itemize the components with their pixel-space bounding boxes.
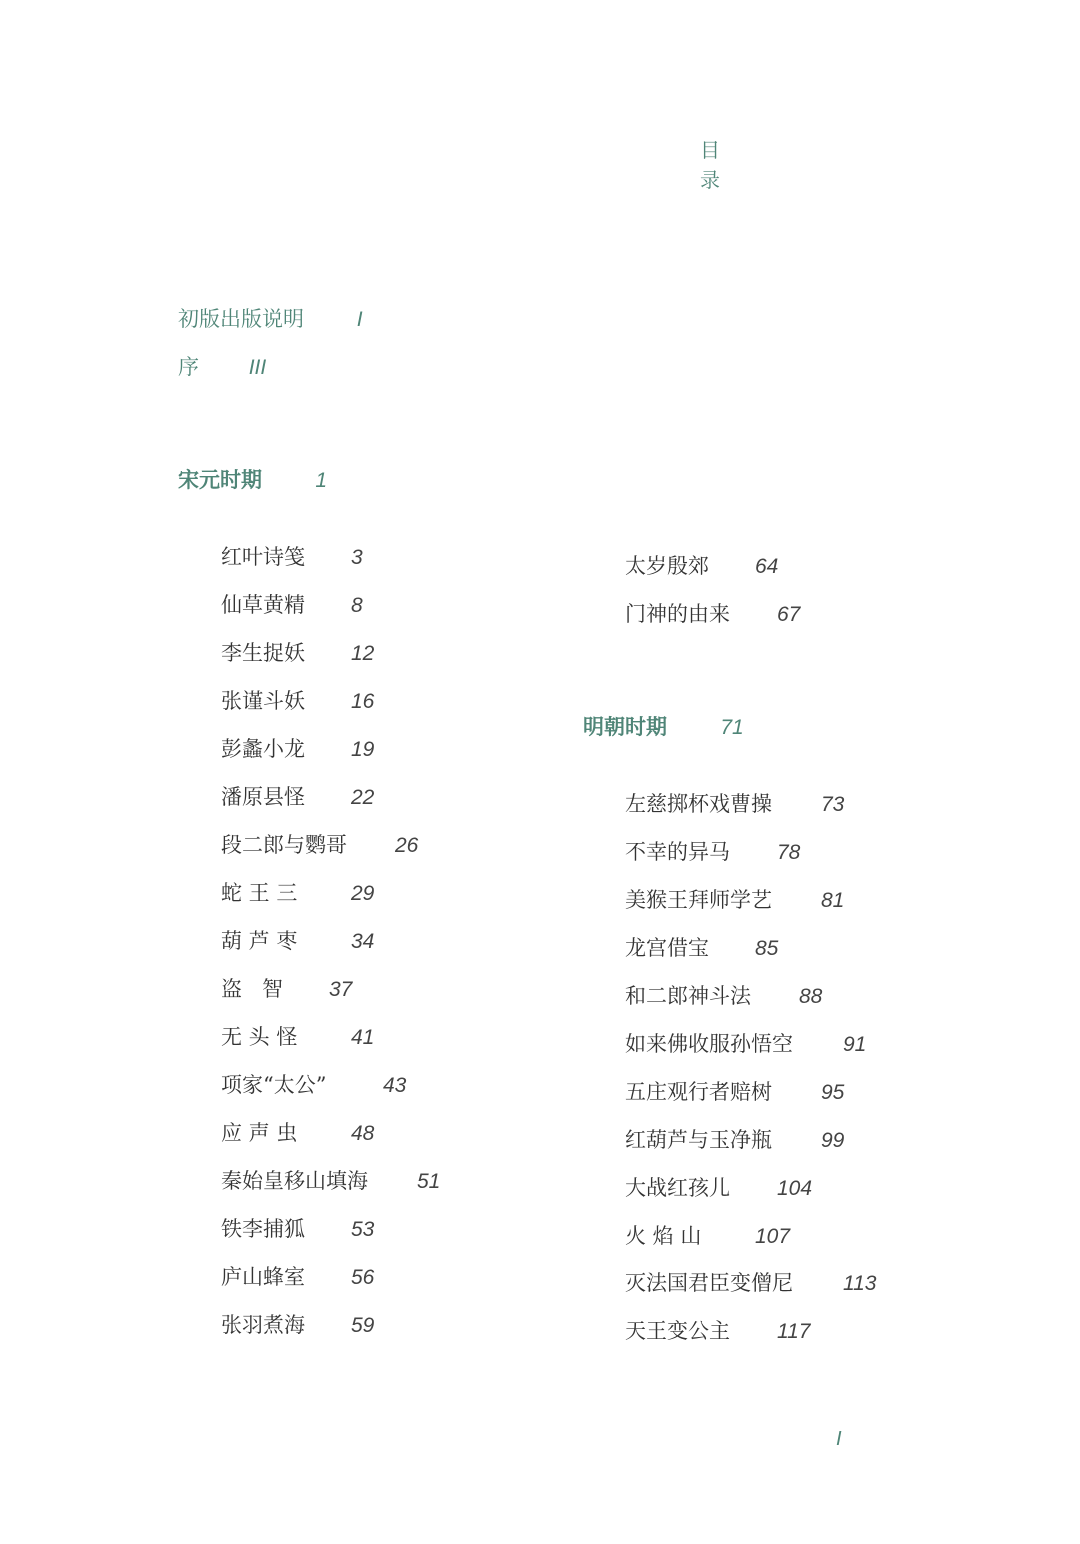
toc-title-char-2: 录 [700,168,720,192]
toc-entry[interactable] [625,1222,790,1251]
toc-entry-page: 19 [351,738,375,761]
toc-entry[interactable] [221,783,374,812]
toc-entry-title: 火 焰 山 [625,1224,702,1248]
toc-entry-page: 8 [351,594,363,617]
toc-entry-title: 美猴王拜师学艺 [625,888,772,912]
toc-entry[interactable] [625,1269,876,1298]
toc-entry[interactable] [625,600,800,629]
toc-entry-page: 85 [755,937,779,960]
toc-entry[interactable] [625,1078,844,1107]
toc-entry-page: 104 [777,1177,813,1200]
toc-entry-page: I [356,308,363,331]
toc-entry-page: 64 [755,555,779,578]
toc-entry-page: 81 [821,889,845,912]
toc-entry[interactable] [221,927,374,956]
toc-entry-page: 3 [351,546,363,569]
toc-entry-title: 五庄观行者赔树 [625,1080,772,1104]
toc-entry-page: 88 [799,985,823,1008]
toc-entry[interactable] [221,1263,374,1292]
toc-entry-title: 盗 智 [221,977,284,1001]
toc-entry[interactable] [221,591,363,620]
toc-entry-page: 51 [417,1170,441,1193]
toc-entry-title: 无 头 怪 [221,1025,298,1049]
toc-entry-page: 29 [351,882,375,905]
toc-entry-page: 37 [329,978,353,1001]
toc-entry-title: 葫 芦 枣 [221,929,298,953]
toc-entry[interactable] [221,735,374,764]
toc-entry-title: 李生捉妖 [221,641,305,665]
toc-entry-title: 彭蠡小龙 [221,737,305,761]
toc-entry-title: 门神的由来 [625,602,730,626]
toc-entry[interactable] [221,1023,374,1052]
toc-entry-page: 41 [351,1026,375,1049]
toc-entry-page: 43 [383,1074,407,1097]
toc-section-heading[interactable] [178,466,327,495]
toc-entry-page: 91 [843,1033,867,1056]
toc-title-char-1: 目 [700,138,720,162]
toc-entry[interactable] [625,838,800,867]
toc-entry-title: 和二郎神斗法 [625,984,751,1008]
toc-entry-page: 48 [351,1122,375,1145]
toc-entry-title: 段二郎与鹦哥 [221,833,347,857]
toc-entry-title: 如来佛收服孙悟空 [625,1032,793,1056]
toc-entry-title: 庐山蜂室 [221,1265,305,1289]
toc-entry[interactable] [221,1215,374,1244]
toc-entry-page: 56 [351,1266,375,1289]
toc-entry-title: 蛇 王 三 [221,881,298,905]
toc-entry-title: 不幸的异马 [625,840,730,864]
toc-entry[interactable] [625,1030,866,1059]
toc-entry-page: 16 [351,690,375,713]
toc-entry[interactable] [625,1126,844,1155]
section-title: 宋元时期 [178,467,262,492]
toc-entry-title: 张谨斗妖 [221,689,305,713]
section-page: 71 [720,716,744,739]
toc-entry-title: 序 [178,355,199,379]
toc-entry[interactable] [625,790,844,819]
toc-entry-title: 龙宫借宝 [625,936,709,960]
toc-entry-page: 53 [351,1218,375,1241]
toc-entry-title: 潘原县怪 [221,785,305,809]
toc-entry-title: 红葫芦与玉净瓶 [625,1128,772,1152]
toc-entry-title: 天王变公主 [625,1319,730,1343]
toc-entry-title: 红叶诗笺 [221,545,305,569]
toc-entry-title: 太岁殷郊 [625,554,709,578]
toc-entry[interactable] [625,552,778,581]
toc-entry[interactable] [221,639,374,668]
toc-entry[interactable] [221,1167,440,1196]
toc-entry-title: 仙草黄精 [221,593,305,617]
toc-entry-page: 73 [821,793,845,816]
toc-entry-title: 灭法国君臣变僧尼 [625,1271,793,1295]
toc-entry-page: 113 [843,1272,877,1295]
toc-entry[interactable] [221,879,374,908]
section-title: 明朝时期 [583,714,667,739]
toc-entry-page: 26 [395,834,419,857]
toc-entry-page: 117 [777,1320,811,1343]
toc-entry[interactable] [625,886,844,915]
toc-entry[interactable] [625,1174,812,1203]
toc-entry-page: 59 [351,1314,375,1337]
page-number: I [836,1428,842,1450]
toc-entry-title: 大战红孩儿 [625,1176,730,1200]
toc-entry-page: 78 [777,841,801,864]
toc-entry-title: 初版出版说明 [178,307,304,331]
toc-entry-page: 67 [777,603,801,626]
toc-entry[interactable] [221,975,352,1004]
toc-entry[interactable] [625,934,778,963]
toc-entry[interactable] [625,1317,810,1346]
toc-entry[interactable] [221,1071,406,1100]
toc-entry[interactable] [221,1311,374,1340]
toc-front-row[interactable] [178,305,363,334]
toc-section-heading[interactable] [583,713,744,742]
toc-entry-title: 秦始皇移山填海 [221,1169,368,1193]
toc-entry[interactable] [221,1119,374,1148]
toc-entry[interactable] [221,687,374,716]
toc-entry-title: 应 声 虫 [221,1121,298,1145]
toc-entry-page: 99 [821,1129,845,1152]
toc-entry[interactable] [221,831,418,860]
toc-entry-page: 107 [755,1225,791,1248]
toc-entry-title: 铁李捕狐 [221,1217,305,1241]
toc-entry-page: 22 [351,786,375,809]
toc-entry-title: 项家“太公” [221,1073,327,1097]
toc-entry-title: 张羽煮海 [221,1313,305,1337]
toc-front-row[interactable] [178,353,266,382]
toc-entry-title: 左慈掷杯戏曹操 [625,792,772,816]
toc-entry-page: 95 [821,1081,845,1104]
toc-entry-page: 34 [351,930,375,953]
toc-entry-page: III [248,356,267,379]
section-page: 1 [315,469,327,492]
toc-entry[interactable] [221,543,363,572]
toc-entry[interactable] [625,982,822,1011]
toc-entry-page: 12 [351,642,375,665]
